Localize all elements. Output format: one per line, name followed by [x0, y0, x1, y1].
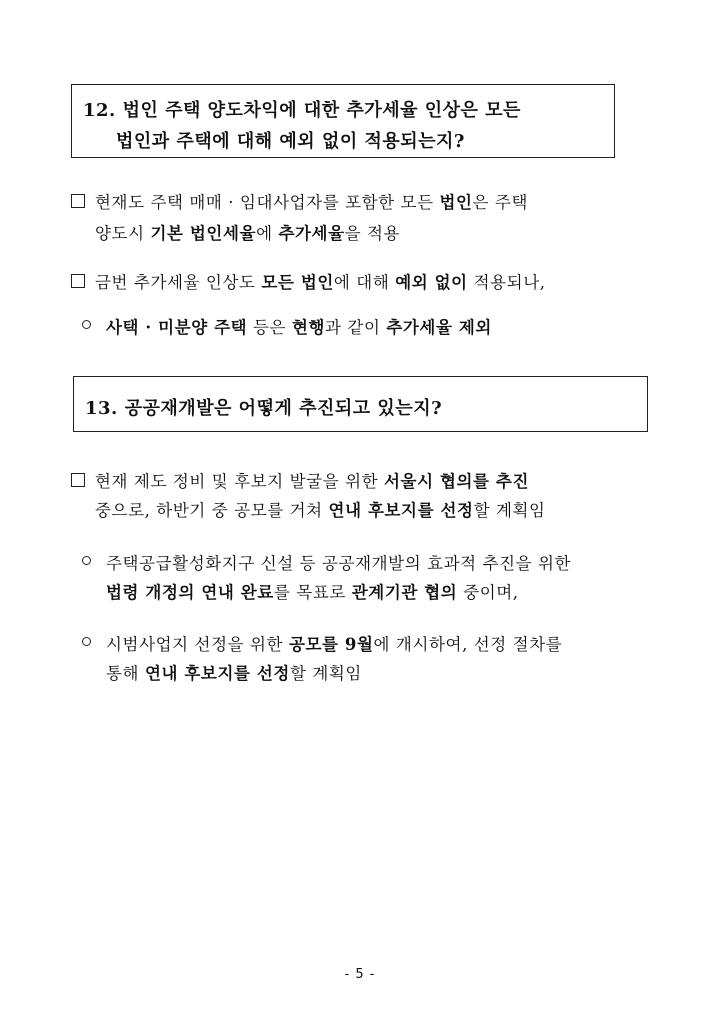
circle-bullet-icon	[82, 320, 91, 329]
answer-13-bullet-1-line-2: 중으로, 하반기 중 공모를 거쳐 연내 후보지를 선정할 계획임	[95, 501, 546, 520]
answer-12-bullet-1-line-1: 현재도 주택 매매 · 임대사업자를 포함한 모든 법인은 주택	[95, 193, 529, 212]
answer-12-sub-bullet-1: 사택 · 미분양 주택 등은 현행과 같이 추가세율 제외	[106, 318, 492, 337]
question-12-line-2: 법인과 주택에 대해 예외 없이 적용되는지?	[116, 131, 465, 152]
answer-12-bullet-1-line-2: 양도시 기본 법인세율에 추가세율을 적용	[95, 224, 401, 243]
answer-13-sub-bullet-2-line-2: 통해 연내 후보지를 선정할 계획임	[106, 664, 362, 683]
circle-bullet-icon	[82, 637, 91, 646]
circle-bullet-icon	[82, 556, 91, 565]
answer-13-sub-bullet-2-line-1: 시범사업지 선정을 위한 공모를 9월에 개시하여, 선정 절차를	[106, 635, 563, 654]
square-bullet-icon	[71, 274, 85, 288]
square-bullet-icon	[71, 194, 85, 208]
question-12-box	[71, 84, 615, 158]
answer-12-bullet-2: 금번 추가세율 인상도 모든 법인에 대해 예외 없이 적용되나,	[95, 273, 546, 292]
question-13-box	[73, 376, 648, 432]
answer-13-bullet-1-line-1: 현재 제도 정비 및 후보지 발굴을 위한 서울시 협의를 추진	[95, 472, 530, 491]
page-number: - 5 -	[344, 967, 376, 982]
square-bullet-icon	[71, 473, 85, 487]
answer-13-sub-bullet-1-line-2: 법령 개정의 연내 완료를 목표로 관계기관 협의 중이며,	[106, 583, 519, 602]
question-12-line-1: 12. 법인 주택 양도차익에 대한 추가세율 인상은 모든	[83, 100, 521, 121]
question-13-line-1: 13. 공공재개발은 어떻게 추진되고 있는지?	[85, 398, 443, 419]
answer-13-sub-bullet-1-line-1: 주택공급활성화지구 신설 등 공공재개발의 효과적 추진을 위한	[106, 554, 572, 573]
